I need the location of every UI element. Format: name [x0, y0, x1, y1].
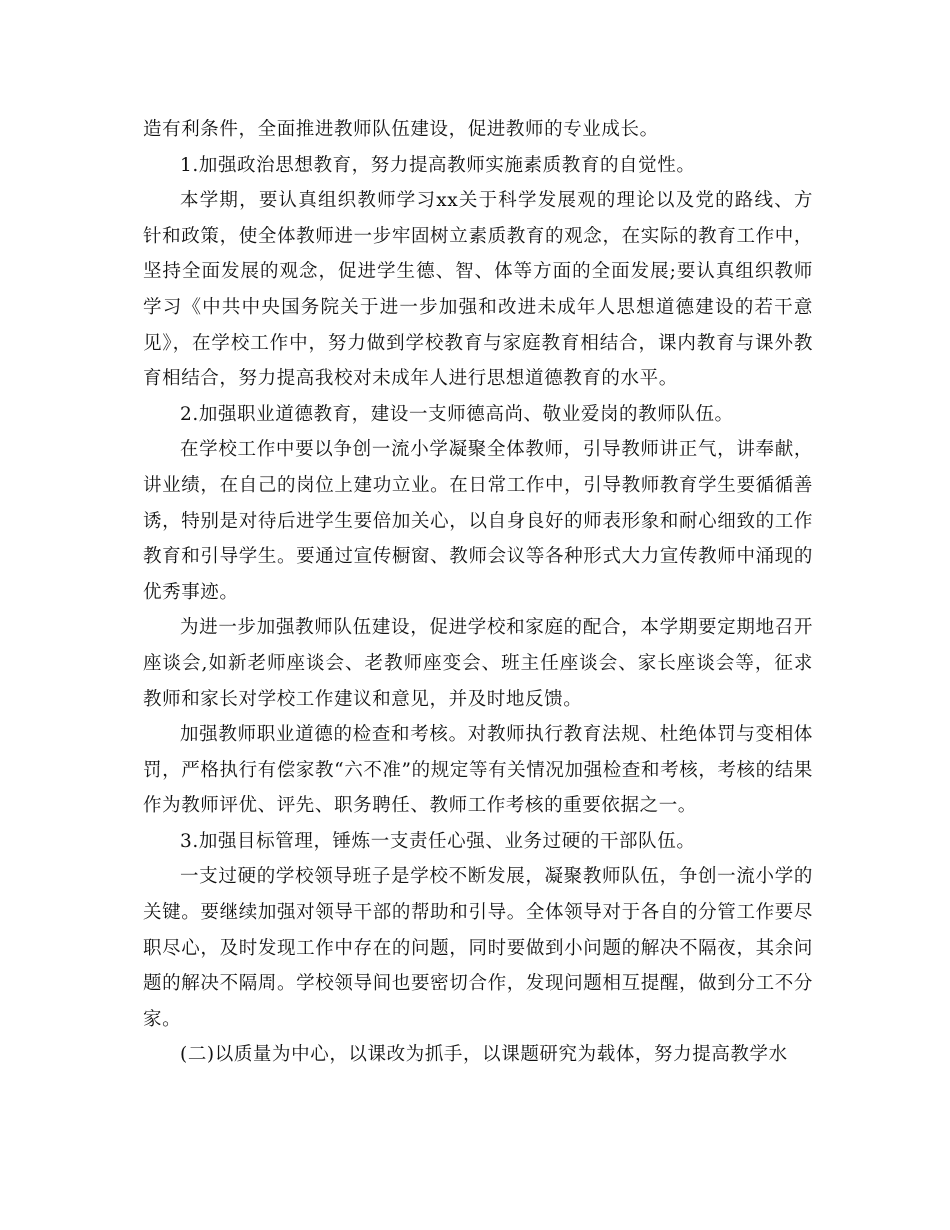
paragraph-2: 1.加强政治思想教育，努力提高教师实施素质教育的自觉性。: [180, 154, 696, 176]
paragraph-10: (二)以质量为中心，以课改为抓手，以课题研究为载体，努力提高教学水: [180, 1044, 788, 1066]
paragraph-7: 加强教师职业道德的检查和考核。对教师执行教育法规、杜绝体罚与变相体罚，严格执行有偿家教“六不准”的规定等有关情况加强检查和考核，考核的结果作为教师评优、评先、职务聘任、教师工作考核的重要依据之一。: [143, 724, 813, 817]
paragraph-4: 2.加强职业道德教育，建设一支师德高尚、敬业爱岗的教师队伍。: [180, 403, 734, 425]
paragraph-6: 为进一步加强教师队伍建设，促进学校和家庭的配合，本学期要定期地召开座谈会,如新老师座谈会、老教师座变会、班主任座谈会、家长座谈会等，征求教师和家长对学校工作建议和意见，并及时地反馈。: [143, 617, 813, 710]
document-body: [143, 112, 813, 1073]
paragraph-9: 一支过硬的学校领导班子是学校不断发展，凝聚教师队伍，争创一流小学的关键。要继续加强对领导干部的帮助和引导。全体领导对于各自的分管工作要尽职尽心，及时发现工作中存在的问题，同时要做到小问题的解决不隔夜，其余问题的解决不隔周。学校领导间也要密切合作，发现问题相互提醒，做到分工不分家。: [143, 866, 813, 1030]
paragraph-1: 造有利条件，全面推进教师队伍建设，促进教师的专业成长。: [143, 119, 659, 140]
paragraph-3: 本学期，要认真组织教师学习xx关于科学发展观的理论以及党的路线、方针和政策，使全体教师进一步牢固树立素质教育的观念，在实际的教育工作中，坚持全面发展的观念，促进学生德、智、体等方面的全面发展;要认真组织教师学习《中共中央国务院关于进一步加强和改进未成年人思想道德建设的若干意见》，在学校工作中，努力做到学校教育与家庭教育相结合，课内教育与课外教育相结合，努力提高我校对未成年人进行思想道德教育的水平。: [143, 190, 813, 390]
paragraph-5: 在学校工作中要以争创一流小学凝聚全体教师，引导教师讲正气，讲奉献，讲业绩，在自己的岗位上建功立业。在日常工作中，引导教师教育学生要循循善诱，特别是对待后进学生要倍加关心，以自身良好的师表形象和耐心细致的工作教育和引导学生。要通过宣传橱窗、教师会议等各种形式大力宣传教师中涌现的优秀事迹。: [143, 439, 813, 603]
paragraph-8: 3.加强目标管理，锤炼一支责任心强、业务过硬的干部队伍。: [180, 830, 696, 852]
